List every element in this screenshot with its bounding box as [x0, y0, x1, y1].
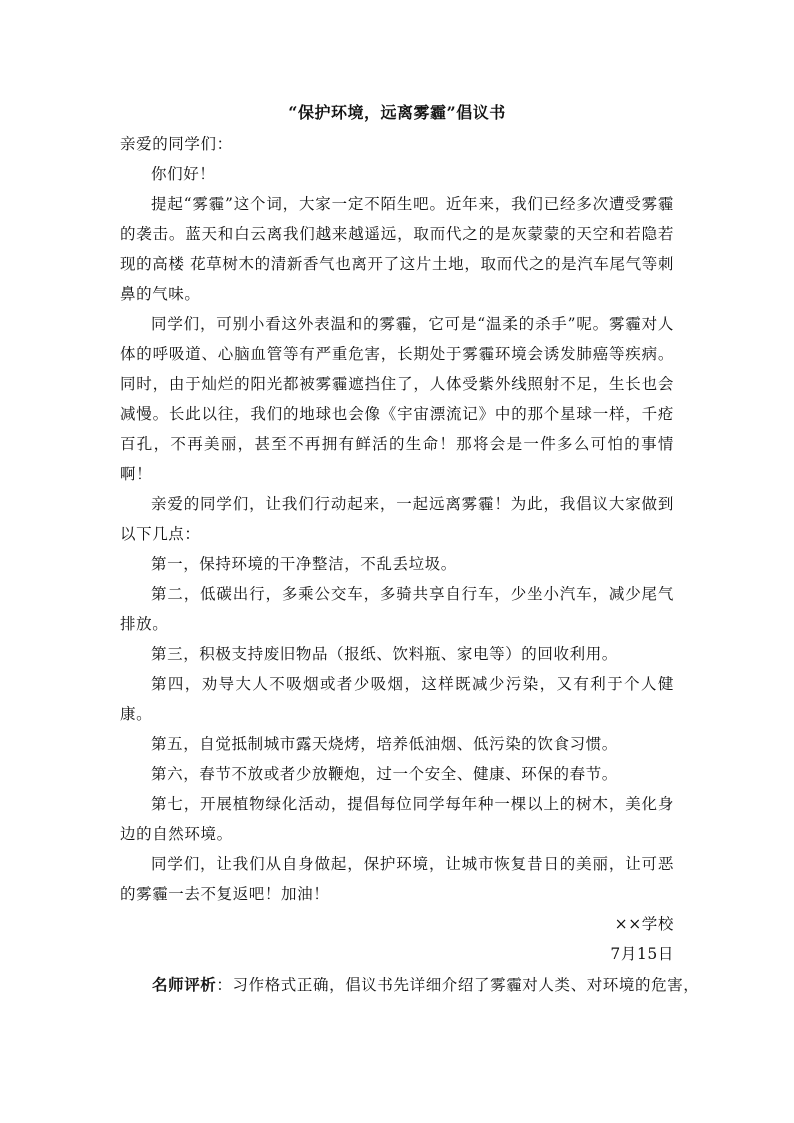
- commentary-label: 名师评析: [152, 975, 217, 994]
- document-body: [120, 129, 674, 969]
- commentary-text: ：习作格式正确，倡议书先详细介绍了雾霾对人类、对环境的危害，: [216, 976, 700, 994]
- proposal-item-2: 第二，低碳出行，多乘公交车，多骑共享自行车，少坐小汽车，减少尾气排放。: [120, 585, 674, 633]
- greeting: 你们好！: [151, 165, 216, 183]
- salutation: 亲爱的同学们：: [120, 135, 233, 153]
- document-title: “保护环境，远离雾霾”倡议书: [288, 103, 506, 122]
- proposal-item-4: 第四，劝导大人不吸烟或者少吸烟，这样既减少污染，又有利于个人健康。: [120, 675, 674, 723]
- closing-paragraph: 同学们，让我们从自身做起，保护环境，让城市恢复昔日的美丽，让可恶的雾霾一去不复返吧！加油！: [120, 855, 674, 903]
- proposal-item-3: 第三，积极支持废旧物品（报纸、饮料瓶、家电等）的回收利用。: [151, 645, 618, 663]
- date: 7月15日: [610, 945, 674, 963]
- proposal-item-1: 第一，保持环境的干净整洁，不乱丢垃圾。: [151, 555, 457, 573]
- proposal-item-6: 第六，春节不放或者少放鞭炮，过一个安全、健康、环保的春节。: [151, 765, 618, 783]
- paragraph-call: 亲爱的同学们，让我们行动起来，一起远离雾霾！为此，我倡议大家做到以下几点：: [120, 495, 674, 543]
- proposal-item-7: 第七，开展植物绿化活动，提倡每位同学每年种一棵以上的树木，美化身边的自然环境。: [120, 795, 674, 843]
- signature: ××学校: [614, 915, 674, 933]
- teacher-commentary: [152, 970, 700, 1000]
- paragraph-harm: 同学们，可别小看这外表温和的雾霾，它可是“温柔的杀手”呢。雾霾对人体的呼吸道、心脑血管等有严重危害，长期处于雾霾环境会诱发肺癌等疾病。同时，由于灿烂的阳光都被雾霾遮挡住了，人体受紫外线照射不足，生长也会减慢。长此以往，我们的地球也会像《宇宙漂流记》中的那个星球一样，千疮百孔，不再美丽，甚至不再拥有鲜活的生命！那将会是一件多么可怕的事情啊！: [120, 315, 674, 483]
- proposal-item-5: 第五，自觉抵制城市露天烧烤，培养低油烟、低污染的饮食习惯。: [151, 735, 618, 753]
- paragraph-intro: 提起“雾霾”这个词，大家一定不陌生吧。近年来，我们已经多次遭受雾霾的袭击。蓝天和白云离我们越来越遥远，取而代之的是灰蒙蒙的天空和若隐若现的高楼 花草树木的清新香气也离开了这片土地，取而代之的是汽车尾气等刺鼻的气味。: [120, 195, 674, 303]
